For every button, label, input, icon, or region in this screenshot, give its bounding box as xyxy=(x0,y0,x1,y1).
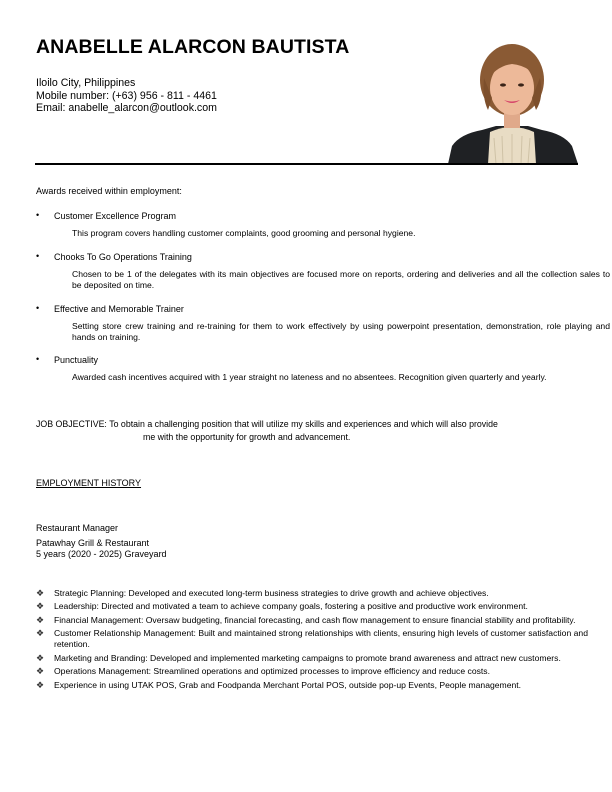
responsibility-text: Strategic Planning: Developed and executed long-term business strategies to drive growth and achieve objectives. xyxy=(54,588,489,598)
award-description: Awarded cash incentives acquired with 1 year straight no lateness and no absentees. Recognition given quarterly and yearly. xyxy=(72,372,547,382)
responsibility-item xyxy=(36,601,588,612)
job-company: Patawhay Grill & Restaurant xyxy=(36,538,150,548)
award-title: Punctuality xyxy=(54,355,99,365)
responsibility-text: Experience in using UTAK POS, Grab and Foodpanda Merchant Portal POS, outside pop-up Events, People management. xyxy=(54,679,522,690)
award-description: Chosen to be 1 of the delegates with its main objectives are focused more on reports, ordering and deliveries and all the collection sales to be deposited on time. xyxy=(72,269,610,290)
responsibility-text: Marketing and Branding: Developed and implemented marketing campaigns to promote brand awareness and attract new customers. xyxy=(54,652,561,663)
award-title: Chooks To Go Operations Training xyxy=(54,252,192,262)
header-divider xyxy=(35,163,578,165)
responsibility-item xyxy=(36,666,588,677)
responsibility-text: Leadership: Directed and motivated a team to achieve company goals, fostering a positive and productive work environment. xyxy=(54,601,528,612)
responsibilities-list xyxy=(36,588,588,693)
portrait-icon xyxy=(446,38,578,164)
responsibility-item xyxy=(36,628,588,650)
responsibility-item xyxy=(36,615,588,626)
award-title: Effective and Memorable Trainer xyxy=(54,304,184,314)
job-duration: 5 years (2020 - 2025) Graveyard xyxy=(36,549,167,559)
responsibility-text: Financial Management: Oversaw budgeting, financial forecasting, and cash flow management to ensure financial stability and profitability. xyxy=(54,614,576,625)
bullet-icon: • xyxy=(36,354,40,364)
mobile-text: Mobile number: (+63) 956 - 811 - 4461 xyxy=(36,89,217,102)
diamond-bullet-icon: ❖ xyxy=(36,614,45,625)
contact-info xyxy=(36,77,217,115)
objective-line-1: To obtain a challenging position that will utilize my skills and experiences and which will also provide xyxy=(109,419,498,429)
responsibility-text: Operations Management: Streamlined operations and optimized processes to improve efficiency and reduce costs. xyxy=(54,666,490,677)
responsibility-item xyxy=(36,653,588,664)
job-entry xyxy=(36,523,167,560)
responsibility-item xyxy=(36,588,588,599)
employment-history-heading: EMPLOYMENT HISTORY xyxy=(36,478,142,488)
profile-photo xyxy=(446,38,578,164)
award-description: Setting store crew training and re-training for them to work effectively by using powerpoint presentation, demonstration, role playing and hands on training. xyxy=(72,321,610,342)
diamond-bullet-icon: ❖ xyxy=(36,679,45,690)
diamond-bullet-icon: ❖ xyxy=(36,652,45,663)
award-title: Customer Excellence Program xyxy=(54,211,177,221)
responsibility-item xyxy=(36,680,588,691)
diamond-bullet-icon: ❖ xyxy=(36,628,45,639)
bullet-icon: • xyxy=(36,210,40,220)
job-objective xyxy=(36,418,581,444)
objective-line-2: me with the opportunity for growth and advancement. xyxy=(143,432,351,442)
diamond-bullet-icon: ❖ xyxy=(36,666,45,677)
candidate-name: ANABELLE ALARCON BAUTISTA xyxy=(36,36,350,58)
diamond-bullet-icon: ❖ xyxy=(36,588,45,598)
diamond-bullet-icon: ❖ xyxy=(36,601,45,612)
awards-heading: Awards received within employment: xyxy=(36,186,182,196)
email-text: Email: anabelle_alarcon@outlook.com xyxy=(36,102,217,115)
location-text: Iloilo City, Philippines xyxy=(36,77,136,89)
bullet-icon: • xyxy=(36,303,40,313)
bullet-icon: • xyxy=(36,251,40,261)
job-position: Restaurant Manager xyxy=(36,523,119,533)
responsibility-text: Customer Relationship Management: Built and maintained strong relationships with clients, ensuring high levels of customer satisfaction and retention. xyxy=(54,628,588,650)
award-description: This program covers handling customer complaints, good grooming and personal hygiene. xyxy=(72,228,416,238)
objective-label: JOB OBJECTIVE: xyxy=(36,419,107,429)
